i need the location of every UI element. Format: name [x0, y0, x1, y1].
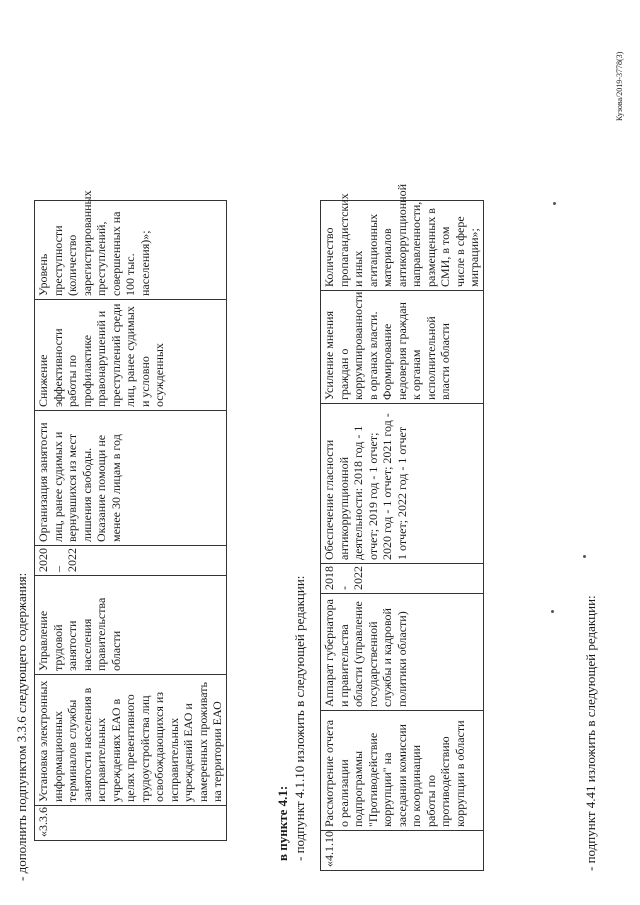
- expected-result-cell: Обеспечение гласности антикоррупционной деятельности: 2018 год - 1 отчет; 2019 год - 1 отчет; 2020 год - 1 отчет; 2021 год - 1 отчет; 2022 год - 1 отчет: [321, 404, 484, 564]
- table-4-1-10: [320, 183, 484, 871]
- indicator-cell: Уровень преступности (количество зарегистрированных преступлений, совершенных на 100 тыс. населения)»;: [35, 201, 227, 300]
- executor-cell: Управление трудовой занятости населения правительства области: [35, 576, 227, 675]
- period-cell: 2020 – 2022: [35, 546, 227, 576]
- table-3-3-6: [34, 190, 227, 841]
- paragraph-4-1-heading: в пункте 4.1:: [275, 785, 290, 861]
- scan-speck: [551, 610, 554, 613]
- table-row: [321, 201, 484, 871]
- consequences-cell: Усиление мнения граждан о коррумпированности в органах власти. Формирование недоверия граждан к органам исполнительной власти области: [321, 291, 484, 404]
- measure-cell: Установка электронных информационных терминалов службы занятости населения в исправительных учреждениях ЕАО в целях превентивного трудоустройства лиц освобождающихся из исправительных учреждений ЕАО и намеренных проживать на территории ЕАО: [35, 675, 227, 806]
- row-number-cell: «4.1.10: [321, 831, 484, 871]
- scan-speck: [553, 202, 556, 205]
- expected-result-cell: Организация занятости лиц, ранее судимых и вернувшихся из мест лишения свободы. Оказание помощи не менее 30 лицам в год: [35, 411, 227, 546]
- table-row: [35, 201, 227, 841]
- indicator-cell: Количество пропагандистских и иных агитационных материалов антикоррупционной направленности, размещенных в СМИ, в том числе в сфере миграции»;: [321, 201, 484, 291]
- measure-cell: Рассмотрение отчета о реализации подпрограммы "Противодействие коррупции" на заседании комиссии по координации работы по противодействию коррупции в области: [321, 711, 484, 831]
- row-number-cell: «3.3.6: [35, 806, 227, 841]
- consequences-cell: Снижение эффективности работы по профилактике правонарушений и преступлений среди лиц, ранее судимых и условно осужденных: [35, 300, 227, 411]
- amendment-intro-3-3-6: - дополнить подпунктом 3.3.6 следующего содержания:: [14, 572, 29, 881]
- amendment-intro-4-1-10: - подпункт 4.1.10 изложить в следующей редакции:: [292, 575, 307, 861]
- executor-cell: Аппарат губернатора и правительства области (управление государственной службы и кадровой политики области): [321, 594, 484, 711]
- document-code: Кузова/2019-3778(3): [615, 51, 624, 121]
- scan-speck: [583, 555, 586, 558]
- amendment-intro-4-41: - подпункт 4.41 изложить в следующей редакции:: [583, 595, 598, 871]
- period-cell: 2018 - 2022: [321, 564, 484, 594]
